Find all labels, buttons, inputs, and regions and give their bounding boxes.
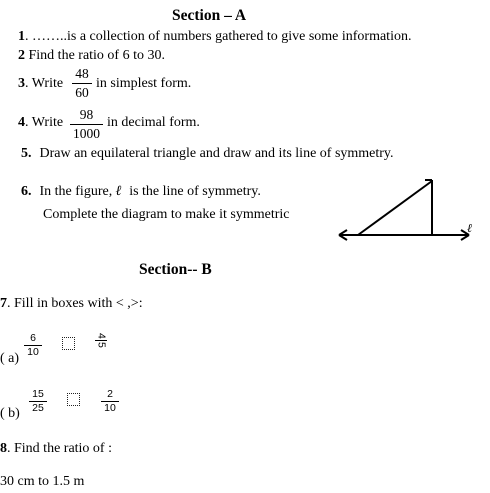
question-3-prefix: . Write: [25, 76, 64, 91]
question-4-suffix: in decimal form.: [107, 115, 200, 130]
question-7a-right-fraction: [95, 333, 107, 348]
question-1: [18, 29, 411, 45]
question-7b-left-fraction: [29, 389, 47, 413]
question-7b-left-denominator: 25: [32, 401, 44, 414]
question-2-text: Find the ratio of 6 to 30.: [25, 48, 165, 63]
question-4-fraction: [70, 108, 103, 140]
question-7a-answer-box[interactable]: [62, 337, 75, 350]
section-a-title: Section – A: [172, 7, 247, 24]
question-4-numerator: 98: [79, 107, 94, 122]
question-8-number: 8: [0, 441, 7, 456]
question-1-number: 1: [18, 29, 25, 44]
question-7a-left-denominator: 10: [27, 345, 39, 358]
symmetry-line-label: ℓ: [467, 221, 472, 235]
question-7a-left-fraction: [24, 333, 42, 357]
question-6-line-2: Complete the diagram to make it symmetric: [43, 207, 290, 222]
question-2-number: 2: [18, 48, 25, 63]
question-8-answer-line: 30 cm to 1.5 m: [0, 474, 85, 489]
question-7b-answer-box[interactable]: [67, 393, 80, 406]
question-7-text: . Fill in boxes with < ,>:: [7, 296, 143, 311]
question-6-suffix: is the line of symmetry.: [129, 184, 261, 199]
question-7b-right-numerator: 2: [107, 388, 113, 400]
question-4: [18, 115, 63, 131]
question-6-number: 6.: [21, 184, 32, 199]
question-7a-right-numerator: 4: [95, 333, 108, 339]
question-7b-left-numerator: 15: [32, 388, 44, 400]
question-7b-right-denominator: 10: [104, 401, 116, 414]
question-7-number: 7: [0, 296, 7, 311]
question-7: [0, 296, 143, 312]
question-3-suffix: in simplest form.: [96, 76, 192, 91]
question-3-denominator: 60: [75, 84, 89, 100]
question-3: [18, 76, 63, 92]
question-7b-right-fraction: [101, 389, 119, 413]
question-8: [0, 441, 112, 457]
question-6-line-1: [21, 184, 261, 200]
fraction-bar: [70, 124, 103, 125]
question-7a-label: ( a): [0, 351, 20, 366]
question-8-text: . Find the ratio of :: [7, 441, 112, 456]
symmetry-line-symbol: ℓ: [115, 184, 122, 199]
question-3-fraction: [72, 67, 92, 99]
question-4-number: 4: [18, 115, 25, 130]
question-5-text: Draw an equilateral triangle and draw and its line of symmetry.: [39, 146, 394, 161]
question-7b-label: ( b): [0, 406, 20, 421]
question-3-numerator: 48: [75, 66, 89, 81]
question-6-prefix: In the figure,: [39, 184, 113, 199]
question-5: [21, 146, 394, 162]
question-5-number: 5.: [21, 146, 32, 161]
triangle-hypotenuse: [358, 181, 432, 235]
question-7a-right-denominator: 5: [95, 341, 108, 348]
fraction-bar: [95, 340, 107, 341]
question-4-prefix: . Write: [25, 115, 64, 130]
question-4-denominator: 1000: [73, 125, 100, 141]
question-7a-left-numerator: 6: [30, 332, 36, 344]
question-2: [18, 48, 165, 64]
question-1-text: . ……..is a collection of numbers gathered to give some information.: [25, 29, 412, 44]
symmetry-figure: [335, 176, 485, 246]
fraction-bar: [72, 83, 92, 84]
section-b-title: Section-- B: [139, 261, 212, 278]
question-3-number: 3: [18, 76, 25, 91]
